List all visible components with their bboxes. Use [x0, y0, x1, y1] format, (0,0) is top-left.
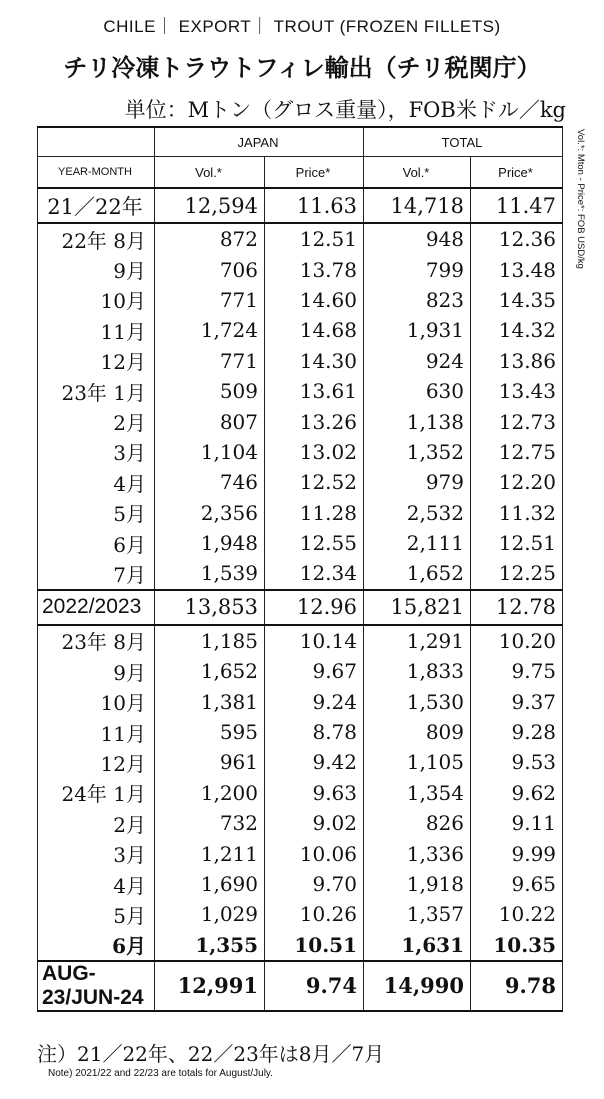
cell-total-price: 12.25	[471, 558, 563, 589]
cell-total-price: 12.75	[471, 437, 563, 467]
cell-japan-vol: 1,724	[155, 315, 265, 345]
row-label: AUG-23/JUN-24	[38, 961, 155, 1011]
cell-total-vol: 1,291	[364, 625, 471, 656]
cell-japan-price: 14.60	[265, 285, 364, 315]
cell-japan-price: 9.74	[265, 961, 364, 1011]
table-row	[38, 558, 563, 589]
cell-japan-price: 12.96	[265, 590, 364, 625]
cell-japan-vol: 595	[155, 717, 265, 747]
row-label: 12月	[38, 747, 155, 777]
cell-japan-price: 13.61	[265, 376, 364, 406]
header-blank	[38, 127, 155, 157]
table-row	[38, 838, 563, 868]
header-row-columns	[38, 157, 563, 189]
cell-japan-vol: 807	[155, 406, 265, 436]
cell-total-price: 13.48	[471, 254, 563, 284]
cell-japan-price: 9.67	[265, 656, 364, 686]
row-label: 4月	[38, 467, 155, 497]
cell-total-price: 9.75	[471, 656, 563, 686]
row-label: 3月	[38, 838, 155, 868]
cell-total-vol: 2,111	[364, 528, 471, 558]
table-row	[38, 869, 563, 899]
cell-japan-price: 8.78	[265, 717, 364, 747]
cell-japan-vol: 1,029	[155, 899, 265, 929]
table-row	[38, 285, 563, 315]
row-label: 5月	[38, 498, 155, 528]
table-row	[38, 656, 563, 686]
cell-japan-price: 12.55	[265, 528, 364, 558]
row-label: 23年 1月	[38, 376, 155, 406]
cell-total-vol: 979	[364, 467, 471, 497]
unit-caption: 単位：Mトン（グロス重量），FOB米ドル／kg	[124, 98, 566, 122]
row-label: 24年 1月	[38, 778, 155, 808]
cell-japan-price: 11.63	[265, 188, 364, 223]
cell-total-price: 12.36	[471, 223, 563, 254]
trout-export-table	[37, 126, 563, 1012]
cell-total-vol: 1,631	[364, 930, 471, 961]
cell-total-vol: 823	[364, 285, 471, 315]
cell-japan-vol: 1,652	[155, 656, 265, 686]
row-label: 10月	[38, 285, 155, 315]
total-row-2022-23	[38, 590, 563, 625]
row-label: 7月	[38, 558, 155, 589]
header-total-vol: Vol.*	[364, 157, 471, 189]
table-row	[38, 717, 563, 747]
row-label: 11月	[38, 717, 155, 747]
cell-total-price: 9.65	[471, 869, 563, 899]
cell-total-vol: 1,105	[364, 747, 471, 777]
cell-total-price: 9.99	[471, 838, 563, 868]
cell-japan-vol: 12,594	[155, 188, 265, 223]
cell-total-price: 11.47	[471, 188, 563, 223]
cell-total-price: 10.22	[471, 899, 563, 929]
cell-total-vol: 14,990	[364, 961, 471, 1011]
cell-japan-vol: 732	[155, 808, 265, 838]
table-row	[38, 376, 563, 406]
table-row	[38, 899, 563, 929]
cell-japan-vol: 1,185	[155, 625, 265, 656]
cell-japan-price: 9.02	[265, 808, 364, 838]
cell-total-price: 12.20	[471, 467, 563, 497]
cell-total-price: 9.11	[471, 808, 563, 838]
cell-total-price: 9.62	[471, 778, 563, 808]
footnote-english: Note) 2021/22 and 22/23 are totals for August/July.	[48, 1068, 273, 1079]
row-label: 22年 8月	[38, 223, 155, 254]
cell-japan-vol: 771	[155, 346, 265, 376]
cell-japan-vol: 1,539	[155, 558, 265, 589]
cell-japan-vol: 872	[155, 223, 265, 254]
title-english: CHILE｜ EXPORT｜ TROUT (FROZEN FILLETS)	[103, 17, 501, 36]
cell-japan-price: 9.70	[265, 869, 364, 899]
cell-japan-vol: 509	[155, 376, 265, 406]
cell-total-price: 12.73	[471, 406, 563, 436]
cell-japan-vol: 771	[155, 285, 265, 315]
cell-japan-vol: 1,381	[155, 686, 265, 716]
cell-total-price: 14.32	[471, 315, 563, 345]
cell-japan-price: 12.34	[265, 558, 364, 589]
cell-total-price: 12.51	[471, 528, 563, 558]
table-row	[38, 625, 563, 656]
table-row	[38, 498, 563, 528]
cell-total-vol: 15,821	[364, 590, 471, 625]
cell-japan-price: 13.26	[265, 406, 364, 436]
table-row	[38, 930, 563, 961]
cell-japan-price: 9.42	[265, 747, 364, 777]
row-label: 4月	[38, 869, 155, 899]
cell-japan-price: 13.02	[265, 437, 364, 467]
cell-total-price: 9.53	[471, 747, 563, 777]
cell-japan-vol: 1,104	[155, 437, 265, 467]
cell-japan-price: 12.52	[265, 467, 364, 497]
cell-total-price: 10.20	[471, 625, 563, 656]
cell-total-vol: 1,530	[364, 686, 471, 716]
header-japan: JAPAN	[155, 127, 364, 157]
row-label: 5月	[38, 899, 155, 929]
cell-total-price: 9.28	[471, 717, 563, 747]
row-label: 21／22年	[38, 188, 155, 223]
cell-total-vol: 1,138	[364, 406, 471, 436]
cell-japan-price: 10.51	[265, 930, 364, 961]
cell-japan-vol: 1,355	[155, 930, 265, 961]
cell-total-price: 13.86	[471, 346, 563, 376]
cell-japan-price: 12.51	[265, 223, 364, 254]
table-row	[38, 406, 563, 436]
footnote-japanese: 注）21／22年、22／23年は8月／7月	[37, 1042, 385, 1066]
cell-total-vol: 1,357	[364, 899, 471, 929]
cell-total-vol: 1,352	[364, 437, 471, 467]
table-row	[38, 437, 563, 467]
cell-japan-price: 9.24	[265, 686, 364, 716]
table-row	[38, 528, 563, 558]
cell-japan-price: 11.28	[265, 498, 364, 528]
cell-japan-price: 10.26	[265, 899, 364, 929]
side-unit-note: Vol.*: Mton - Price*: FOB USD/kg	[575, 129, 586, 269]
cell-japan-price: 9.63	[265, 778, 364, 808]
cell-total-price: 9.37	[471, 686, 563, 716]
cell-total-vol: 1,833	[364, 656, 471, 686]
table-row	[38, 346, 563, 376]
header-japan-vol: Vol.*	[155, 157, 265, 189]
cell-japan-vol: 2,356	[155, 498, 265, 528]
total-row-2021-22	[38, 188, 563, 223]
row-label: 9月	[38, 254, 155, 284]
row-label: 9月	[38, 656, 155, 686]
row-label: 2022/2023	[38, 590, 155, 625]
cell-japan-vol: 1,948	[155, 528, 265, 558]
cell-total-price: 12.78	[471, 590, 563, 625]
cell-japan-price: 10.06	[265, 838, 364, 868]
table-row	[38, 808, 563, 838]
table-row	[38, 778, 563, 808]
cell-total-vol: 948	[364, 223, 471, 254]
cell-total-vol: 799	[364, 254, 471, 284]
cell-total-price: 13.43	[471, 376, 563, 406]
row-label: 6月	[38, 930, 155, 961]
cell-japan-price: 14.68	[265, 315, 364, 345]
cell-total-price: 14.35	[471, 285, 563, 315]
row-label: 2月	[38, 808, 155, 838]
cell-japan-price: 10.14	[265, 625, 364, 656]
row-label: 11月	[38, 315, 155, 345]
row-label: 2月	[38, 406, 155, 436]
row-label: 23年 8月	[38, 625, 155, 656]
row-label: 10月	[38, 686, 155, 716]
cell-japan-vol: 961	[155, 747, 265, 777]
table-row	[38, 747, 563, 777]
cell-total-vol: 14,718	[364, 188, 471, 223]
cell-total-vol: 1,931	[364, 315, 471, 345]
cell-japan-vol: 706	[155, 254, 265, 284]
table-row	[38, 467, 563, 497]
cell-total-vol: 1,354	[364, 778, 471, 808]
cell-total-vol: 630	[364, 376, 471, 406]
header-total: TOTAL	[364, 127, 563, 157]
cell-total-vol: 924	[364, 346, 471, 376]
header-row-groups	[38, 127, 563, 157]
title-japanese: チリ冷凍トラウトフィレ輸出（チリ税関庁）	[63, 54, 541, 82]
table-body	[38, 188, 563, 1011]
cell-japan-vol: 746	[155, 467, 265, 497]
cell-japan-price: 13.78	[265, 254, 364, 284]
table-row	[38, 223, 563, 254]
header-japan-price: Price*	[265, 157, 364, 189]
cell-total-vol: 1,336	[364, 838, 471, 868]
cell-total-vol: 809	[364, 717, 471, 747]
row-label: 6月	[38, 528, 155, 558]
total-row-aug23-jun24	[38, 961, 563, 1011]
row-label: 12月	[38, 346, 155, 376]
cell-total-vol: 2,532	[364, 498, 471, 528]
cell-total-price: 11.32	[471, 498, 563, 528]
header-year-month: YEAR-MONTH	[38, 157, 155, 189]
cell-japan-vol: 13,853	[155, 590, 265, 625]
table-row	[38, 315, 563, 345]
table-row	[38, 254, 563, 284]
cell-japan-vol: 1,690	[155, 869, 265, 899]
cell-japan-vol: 12,991	[155, 961, 265, 1011]
row-label: 3月	[38, 437, 155, 467]
cell-japan-vol: 1,211	[155, 838, 265, 868]
header-total-price: Price*	[471, 157, 563, 189]
cell-total-vol: 1,918	[364, 869, 471, 899]
cell-japan-price: 14.30	[265, 346, 364, 376]
cell-total-price: 10.35	[471, 930, 563, 961]
cell-total-vol: 826	[364, 808, 471, 838]
table-row	[38, 686, 563, 716]
cell-japan-vol: 1,200	[155, 778, 265, 808]
cell-total-vol: 1,652	[364, 558, 471, 589]
cell-total-price: 9.78	[471, 961, 563, 1011]
